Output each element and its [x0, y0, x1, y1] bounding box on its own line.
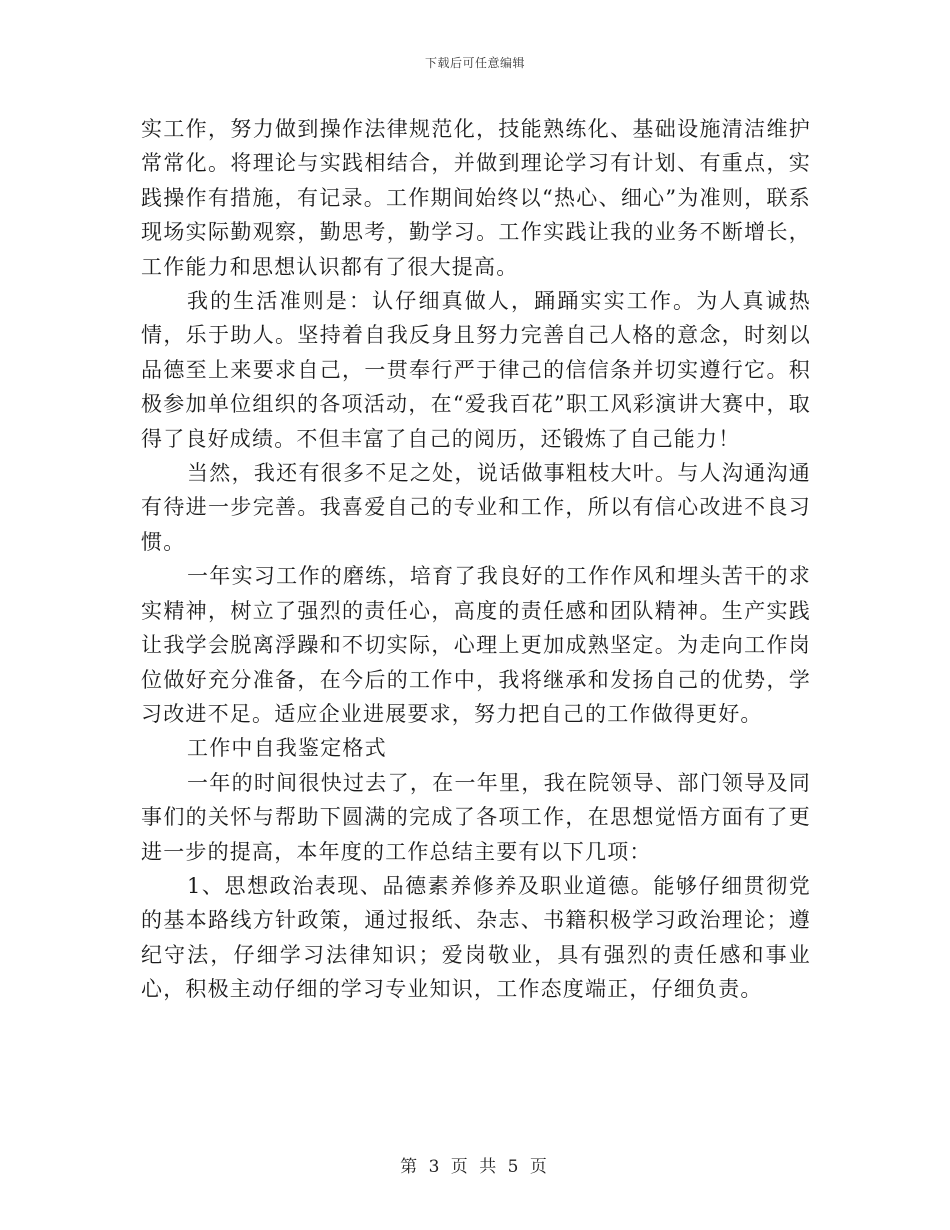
paragraph-internship-summary: 一年实习工作的磨练，培育了我良好的工作作风和埋头苦干的求实精神，树立了强烈的责任心，高度的责任感和团队精神。生产实践让我学会脱离浮躁和不切实际，心理上更加成熟坚定。为走向工作岗位做好充分准备，在今后的工作中，我将继承和发扬自己的优势，学习改进不足。适应企业进展要求，努力把自己的工作做得更好。 — [141, 564, 811, 726]
page-number: 第 3 页 共 5 页 — [400, 1157, 550, 1177]
section-heading: 工作中自我鉴定格式 — [187, 736, 387, 761]
page-header-note: 下载后可任意编辑 — [424, 56, 525, 70]
document-body — [141, 112, 811, 1007]
paragraph-political-performance: 1、思想政治表现、品德素养修养及职业道德。能够仔细贯彻党的基本路线方针政策，通过报纸、杂志、书籍积极学习政治理论；遵纪守法，仔细学习法律知识；爱岗敬业，具有强烈的责任感和事业心，积极主动仔细的学习专业知识，工作态度端正，仔细负责。 — [141, 873, 811, 1002]
paragraph-shortcomings: 当然，我还有很多不足之处，说话做事粗枝大叶。与人沟通沟通有待进一步完善。我喜爱自己的专业和工作，所以有信心改进不良习惯。 — [141, 461, 811, 554]
paragraph-continuation: 实工作，努力做到操作法律规范化，技能熟练化、基础设施清洁维护常常化。将理论与实践相结合，并做到理论学习有计划、有重点，实践操作有措施，有记录。工作期间始终以“热心、细心”为准则，联系现场实际勤观察，勤思考，勤学习。工作实践让我的业务不断增长，工作能力和思想认识都有了很大提高。 — [141, 117, 811, 279]
paragraph-life-principles: 我的生活准则是：认仔细真做人，踊踊实实工作。为人真诚热情，乐于助人。坚持着自我反身且努力完善自己人格的意念，时刻以品德至上来要求自己，一贯奉行严于律己的信信条并切实遵行它。积极参加单位组织的各项活动，在“爱我百花”职工风彩演讲大赛中，取得了良好成绩。不但丰富了自己的阅历，还锻炼了自己能力！ — [141, 289, 811, 451]
paragraph-year-review: 一年的时间很快过去了，在一年里，我在院领导、部门领导及同事们的关怀与帮助下圆满的完成了各项工作，在思想觉悟方面有了更进一步的提高，本年度的工作总结主要有以下几项： — [141, 770, 811, 864]
